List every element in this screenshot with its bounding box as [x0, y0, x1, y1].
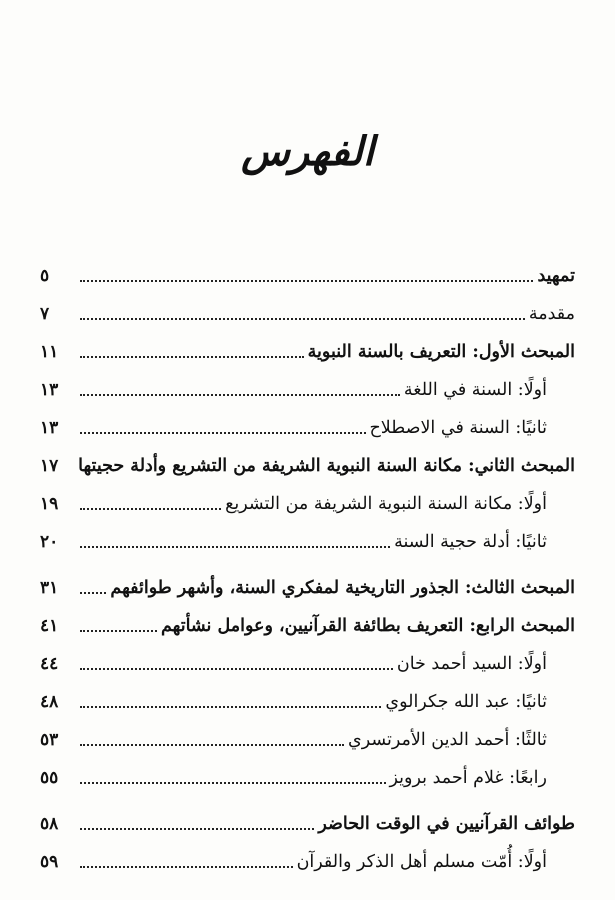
toc-entry-label: ثانيًا: أدلة حجية السنة	[394, 532, 547, 552]
dot-leader	[80, 704, 381, 708]
toc-entry-label: رابعًا: غلام أحمد برويز	[389, 768, 547, 788]
dot-leader	[80, 278, 533, 282]
toc-entry-page: ١٣	[40, 418, 59, 438]
dot-leader	[80, 590, 106, 594]
dot-leader	[80, 666, 393, 670]
dot-leader	[80, 628, 157, 632]
toc-entry	[40, 684, 575, 714]
toc-entry	[40, 608, 575, 638]
toc-entry	[40, 760, 575, 790]
toc-entry-page: ٣١	[40, 578, 59, 598]
toc-entry-label: المبحث الأول: التعريف بالسنة النبوية	[307, 342, 575, 362]
toc-entry	[40, 258, 575, 288]
dot-leader	[80, 544, 390, 548]
dot-leader	[80, 780, 386, 784]
toc-entry-page: ٥٣	[40, 730, 59, 750]
dot-leader	[80, 742, 344, 746]
toc-entry	[40, 296, 575, 326]
toc-entry-page: ٤١	[40, 616, 59, 636]
toc-entry	[40, 570, 575, 600]
toc-entry-page: ٤٤	[40, 654, 59, 674]
toc-entry	[40, 372, 575, 402]
toc-entry-label: أولًا: أُمّت مسلم أهل الذكر والقرآن	[296, 852, 547, 872]
dot-leader	[80, 864, 293, 868]
toc-entry	[40, 524, 575, 554]
toc-entry-page: ٧	[40, 304, 50, 324]
dot-leader	[80, 316, 525, 320]
toc-entry-label: المبحث الثالث: الجذور التاريخية لمفكري السنة، وأشهر طوائفهم	[110, 578, 575, 598]
toc-entry-label: ثانيًا: عبد الله جكرالوي	[385, 692, 547, 712]
toc-entry-page: ٥٨	[40, 814, 59, 834]
toc-entry-page: ٥	[40, 266, 50, 286]
toc-entry-page: ١٣	[40, 380, 59, 400]
toc-entry-page: ٢٠	[40, 532, 59, 552]
toc-entry-label: ثالثًا: أحمد الدين الأمرتسري	[348, 730, 547, 750]
toc-entry-page: ١٩	[40, 494, 59, 514]
page-title: الفهرس	[241, 128, 374, 175]
dot-leader	[80, 354, 304, 358]
dot-leader	[80, 506, 221, 510]
toc-entry-page: ٥٥	[40, 768, 59, 788]
dot-leader	[80, 826, 314, 830]
toc-entry	[40, 722, 575, 752]
dot-leader	[80, 392, 400, 396]
toc-entry-page: ١١	[40, 342, 59, 362]
toc-entry-page: ٤٨	[40, 692, 59, 712]
toc-entry-page: ٥٩	[40, 852, 59, 872]
toc-entry-page: ١٧	[40, 456, 59, 476]
toc-entry	[40, 486, 575, 516]
toc-entry-label: طوائف القرآنيين في الوقت الحاضر	[318, 814, 575, 834]
toc-entry	[40, 806, 575, 836]
toc-entry-label: أولًا: مكانة السنة النبوية الشريفة من التشريع	[225, 494, 547, 514]
toc-entry-label: أولًا: السيد أحمد خان	[396, 654, 547, 674]
toc-entry	[40, 448, 575, 478]
toc-entry-label: أولًا: السنة في اللغة	[403, 380, 547, 400]
toc-entry-label: تمهيد	[537, 266, 575, 286]
toc-entry-label: ثانيًا: السنة في الاصطلاح	[369, 418, 547, 438]
toc-entry	[40, 410, 575, 440]
toc-entry-label: مقدمة	[528, 304, 575, 324]
toc-entry	[40, 334, 575, 364]
toc-entry	[40, 844, 575, 874]
toc-entry-label: المبحث الثاني: مكانة السنة النبوية الشريفة من التشريع وأدلة حجيتها	[78, 456, 575, 476]
dot-leader	[80, 430, 366, 434]
toc-entry	[40, 646, 575, 676]
toc-entry-label: المبحث الرابع: التعريف بطائفة القرآنيين، وعوامل نشأتهم	[161, 616, 575, 636]
